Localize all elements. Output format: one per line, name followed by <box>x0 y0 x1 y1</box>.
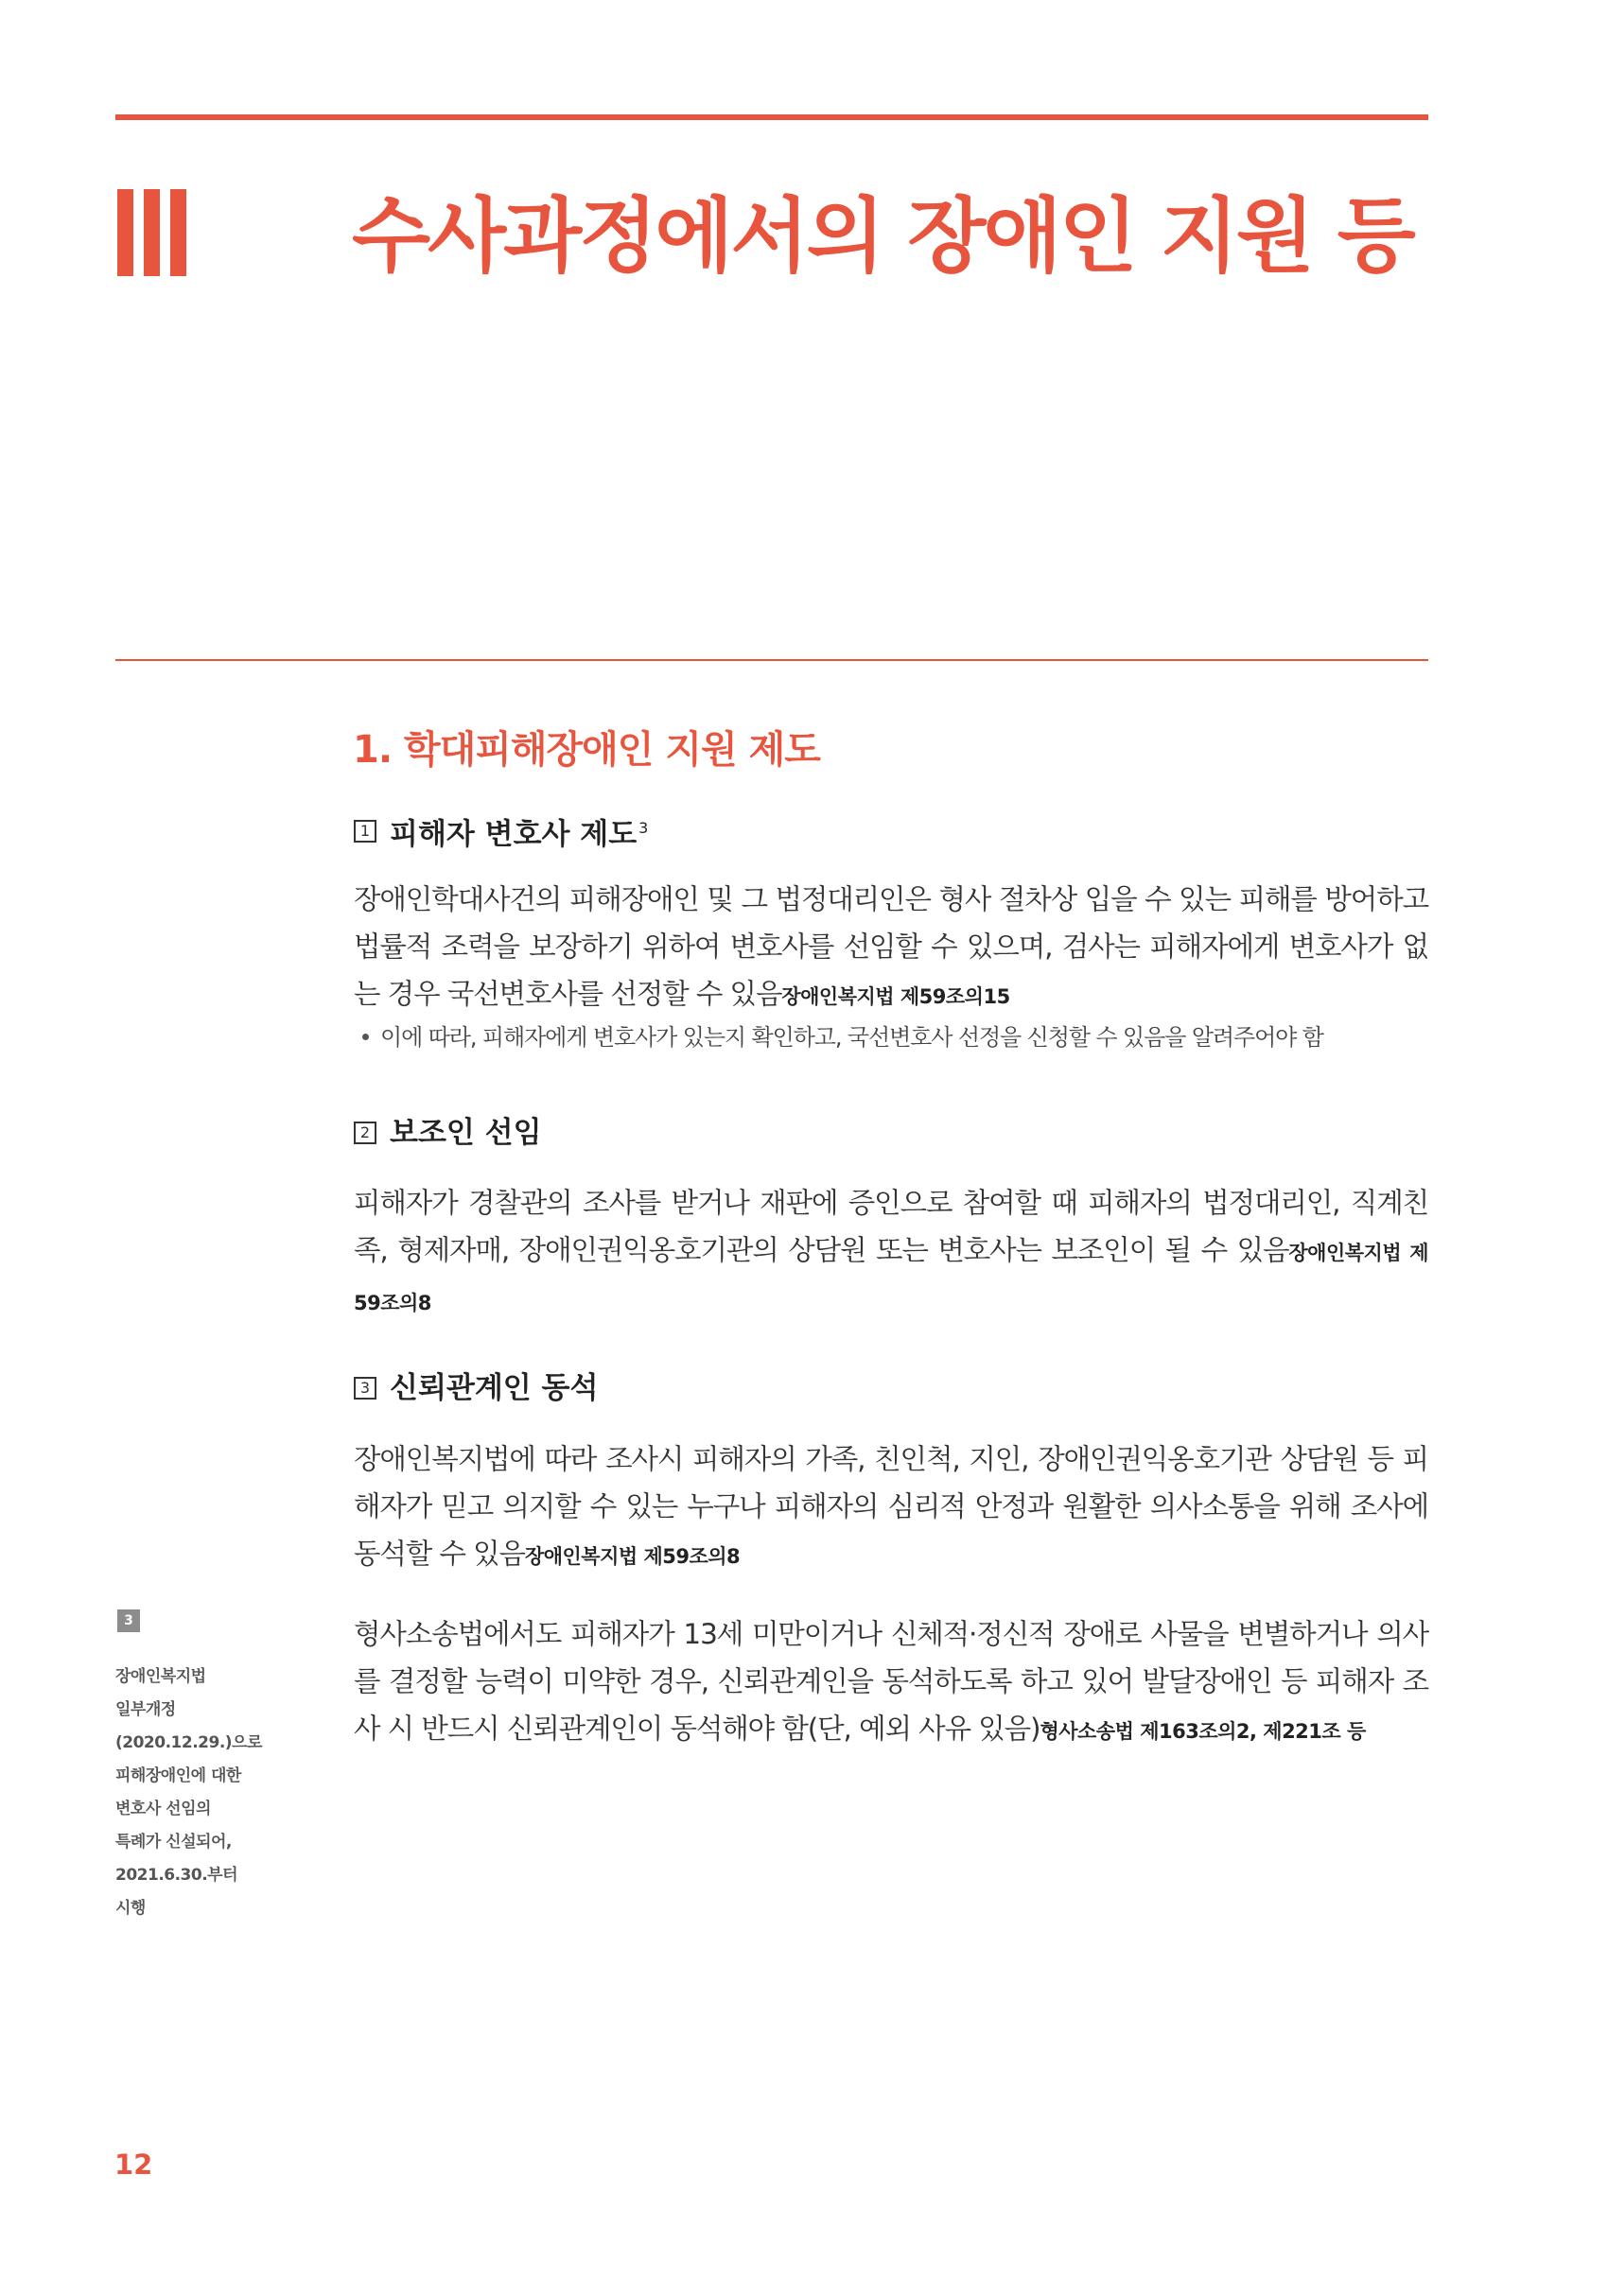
closing-paragraph <box>354 1610 1428 1755</box>
item-body-1 <box>354 876 1428 1020</box>
law-reference: 장애인복지법 제59조의8 <box>524 1545 741 1568</box>
chapter-divider-rule <box>115 659 1428 661</box>
item-heading-1 <box>354 809 648 853</box>
footnote-number: 3 <box>117 1609 140 1632</box>
bullet-text: 이에 따라, 피해자에게 변호사가 있는지 확인하고, 국선변호사 선정을 신청할 수 있음을 알려주어야 함 <box>380 1024 1323 1051</box>
item-bullet-note <box>362 1020 1431 1054</box>
item-title: 신뢰관계인 동석 <box>390 1371 599 1405</box>
footnote-ref: 3 <box>638 819 649 837</box>
footnote-line: 변호사 선임의 <box>115 1800 211 1818</box>
section-heading: 1. 학대피해장애인 지원 제도 <box>353 728 820 772</box>
footnote-line: 피해장애인에 대한 <box>115 1766 241 1785</box>
footnote-line: 일부개정 <box>115 1700 176 1719</box>
item-title: 피해자 변호사 제도 <box>390 817 638 852</box>
item-title: 보조인 선임 <box>390 1116 542 1150</box>
page-number: 12 <box>114 2148 153 2181</box>
item-number-box: 2 <box>354 1122 376 1144</box>
footnote-line: 장애인복지법 <box>115 1667 206 1686</box>
item-heading-3 <box>354 1369 598 1407</box>
item-body-text: 장애인복지법에 따라 조사시 피해자의 가족, 친인척, 지인, 장애인권익옹호기관 상담원 등 피해자가 믿고 의지할 수 있는 누구나 피해자의 심리적 안정과 원활한 의사소통을 위해 조사에 동석할 수 있음 <box>354 1443 1428 1570</box>
chapter-numeral <box>117 189 193 276</box>
item-body-text: 장애인학대사건의 피해장애인 및 그 법정대리인은 형사 절차상 입을 수 있는 피해를 방어하고 법률적 조력을 보장하기 위하여 변호사를 선임할 수 있으며, 검사는 피해자에게 변호사가 없는 경우 국선변호사를 선정할 수 있음 <box>354 883 1428 1010</box>
item-number-box: 3 <box>354 1377 376 1400</box>
footnote-line: 2021.6.30.부터 <box>115 1866 238 1885</box>
item-number-box: 1 <box>354 820 376 843</box>
footnote-line: 시행 <box>115 1899 146 1918</box>
footnote-line: 특례가 신설되어, <box>115 1833 232 1852</box>
law-reference: 장애인복지법 제59조의15 <box>781 985 1010 1008</box>
item-body-text: 피해자가 경찰관의 조사를 받거나 재판에 증인으로 참여할 때 피해자의 법정대리인, 직계친족, 형제자매, 장애인권익옹호기관의 상담원 또는 변호사는 보조인이 될 수 있음 <box>354 1187 1428 1266</box>
chapter-top-rule <box>115 114 1428 120</box>
chapter-title: 수사과정에서의 장애인 지원 등 <box>352 189 1413 284</box>
closing-body-text: 형사소송법에서도 피해자가 13세 미만이거나 신체적·정신적 장애로 사물을 변별하거나 의사를 결정할 능력이 미약한 경우, 신뢰관계인을 동석하도록 하고 있어 발달장애인 등 피해자 조사 시 반드시 신뢰관계인이 동석해야 함(단, 예외 사유 있음) <box>354 1618 1428 1745</box>
item-body-2 <box>354 1179 1428 1327</box>
law-reference: 형사소송법 제163조의2, 제221조 등 <box>1040 1720 1366 1743</box>
bullet-dot-icon <box>362 1034 369 1040</box>
footnote-text <box>115 1661 305 1925</box>
item-body-3 <box>354 1435 1428 1580</box>
item-heading-2 <box>354 1114 542 1152</box>
footnote-line: (2020.12.29.)으로 <box>115 1733 262 1752</box>
law-reference: 장애인복지법 제59조의8 <box>354 1242 1428 1314</box>
